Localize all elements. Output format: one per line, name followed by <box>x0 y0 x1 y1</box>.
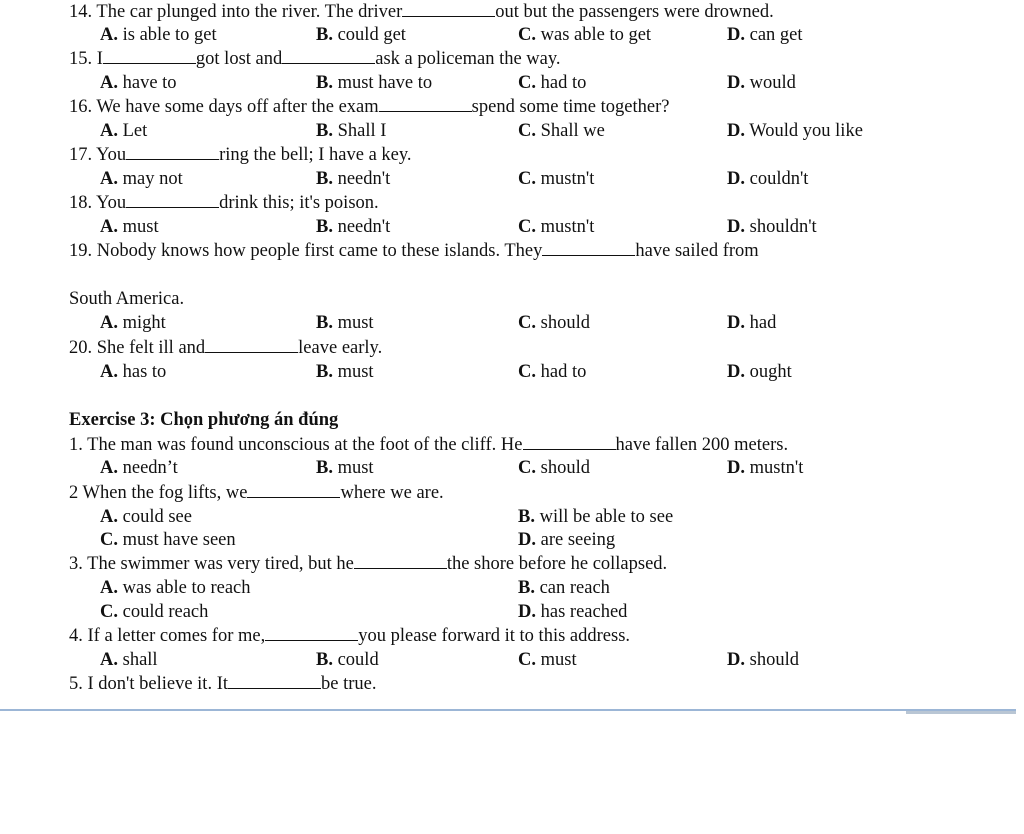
blank <box>354 553 447 569</box>
q18-option-b <box>316 215 390 239</box>
text: shall <box>122 650 158 670</box>
text: Let <box>122 121 148 141</box>
blank <box>402 1 495 17</box>
letter: D. <box>727 73 745 93</box>
letter: D. <box>727 458 745 478</box>
text: mustn't <box>540 217 595 237</box>
text: couldn't <box>749 169 809 189</box>
text: will be able to see <box>539 507 674 527</box>
q20-option-b <box>316 360 374 384</box>
blank <box>126 144 219 160</box>
question-17 <box>69 143 412 167</box>
e1-option-a <box>100 456 178 480</box>
q17-tail: ring the bell; I have a key. <box>219 145 412 165</box>
question-16 <box>69 95 669 119</box>
text: must have seen <box>122 530 236 550</box>
letter: A. <box>100 25 118 45</box>
letter: D. <box>727 362 745 382</box>
q15-mid: got lost and <box>195 49 283 69</box>
letter: B. <box>316 313 333 333</box>
ex3-question-5 <box>69 672 377 696</box>
q16-tail: spend some time together? <box>471 97 670 117</box>
text: could reach <box>122 602 209 622</box>
q19-tail: have sailed from <box>635 241 759 261</box>
q17-option-c <box>518 167 594 191</box>
text: should <box>540 458 590 478</box>
ex3-question-4 <box>69 624 630 648</box>
q14-tail: out but the passengers were drowned. <box>495 2 774 22</box>
q20-tail: leave early. <box>298 338 383 358</box>
letter: B. <box>316 650 333 670</box>
e4-option-d <box>727 648 799 672</box>
q19-option-c <box>518 311 590 335</box>
q14-stem: 14. The car plunged into the river. The driver <box>69 2 403 22</box>
letter: C. <box>518 73 536 93</box>
e4-option-a <box>100 648 158 672</box>
text: must <box>122 217 159 237</box>
letter: C. <box>518 217 536 237</box>
e4-tail: you please forward it to this address. <box>358 626 631 646</box>
letter: C. <box>518 362 536 382</box>
text: must <box>540 650 577 670</box>
text: has reached <box>540 602 628 622</box>
question-19 <box>69 239 759 263</box>
q15-option-a <box>100 71 177 95</box>
e1-tail: have fallen 200 meters. <box>615 435 789 455</box>
question-20 <box>69 336 382 360</box>
text: may not <box>122 169 183 189</box>
letter: B. <box>316 217 333 237</box>
letter: A. <box>100 362 118 382</box>
text: Would you like <box>749 121 863 141</box>
text: could get <box>337 25 406 45</box>
q18-option-c <box>518 215 594 239</box>
q17-option-a <box>100 167 183 191</box>
q20-option-c <box>518 360 586 384</box>
q14-option-d <box>727 23 803 47</box>
text: Shall we <box>540 121 605 141</box>
text: must <box>337 313 374 333</box>
letter: A. <box>100 650 118 670</box>
q16-option-b <box>316 119 386 143</box>
letter: C. <box>100 530 118 550</box>
letter: C. <box>518 313 536 333</box>
text: had to <box>540 362 587 382</box>
letter: A. <box>100 121 118 141</box>
text: is able to get <box>122 25 217 45</box>
q18-stem: 18. You <box>69 193 127 213</box>
letter: A. <box>100 578 118 598</box>
q16-option-c <box>518 119 605 143</box>
e1-option-d <box>727 456 803 480</box>
q18-tail: drink this; it's poison. <box>219 193 379 213</box>
q16-option-d <box>727 119 863 143</box>
q19-option-a <box>100 311 166 335</box>
text: could see <box>122 507 192 527</box>
text: Shall I <box>337 121 387 141</box>
q20-option-d <box>727 360 792 384</box>
letter: D. <box>727 169 745 189</box>
e3-stem: 3. The swimmer was very tired, but he <box>69 554 354 574</box>
q19-continuation: South America. <box>69 289 185 309</box>
text: needn't <box>337 217 391 237</box>
letter: C. <box>518 458 536 478</box>
letter: D. <box>727 121 745 141</box>
letter: D. <box>518 602 536 622</box>
q16-option-a <box>100 119 147 143</box>
letter: C. <box>518 121 536 141</box>
blank <box>247 482 340 498</box>
letter: B. <box>316 25 333 45</box>
exercise-3-heading: Exercise 3: Chọn phương án đúng <box>69 410 339 430</box>
text: must have to <box>337 73 433 93</box>
e2-option-a <box>100 505 192 529</box>
letter: A. <box>100 217 118 237</box>
blank <box>542 240 635 256</box>
letter: B. <box>316 73 333 93</box>
letter: A. <box>100 169 118 189</box>
e5-tail: be true. <box>321 674 377 694</box>
blank <box>103 48 196 64</box>
blank <box>379 96 472 112</box>
scrollbar-remnant <box>906 711 1016 714</box>
blank <box>126 192 219 208</box>
q19-stem: 19. Nobody knows how people first came to these islands. They <box>69 241 543 261</box>
text: can reach <box>539 578 610 598</box>
letter: C. <box>518 169 536 189</box>
text: must <box>337 362 374 382</box>
e1-option-c <box>518 456 590 480</box>
e2-option-b <box>518 505 673 529</box>
e1-stem: 1. The man was found unconscious at the foot of the cliff. He <box>69 435 523 455</box>
q20-stem: 20. She felt ill and <box>69 338 206 358</box>
letter: B. <box>316 121 333 141</box>
q14-option-a <box>100 23 217 47</box>
text: mustn't <box>749 458 804 478</box>
text: was able to reach <box>122 578 251 598</box>
text: needn't <box>337 169 391 189</box>
text: might <box>122 313 166 333</box>
q15-option-c <box>518 71 586 95</box>
text: can get <box>749 25 803 45</box>
text: should <box>540 313 590 333</box>
q19-option-d <box>727 311 776 335</box>
e5-stem: 5. I don't believe it. It <box>69 674 229 694</box>
letter: C. <box>100 602 118 622</box>
letter: D. <box>518 530 536 550</box>
letter: C. <box>518 25 536 45</box>
blank <box>265 625 358 641</box>
question-15 <box>69 47 561 71</box>
e3-tail: the shore before he collapsed. <box>446 554 668 574</box>
e3-option-b <box>518 576 610 600</box>
letter: B. <box>316 169 333 189</box>
e3-option-c <box>100 600 208 624</box>
q15-stem: 15. I <box>69 49 103 69</box>
ex3-question-3 <box>69 552 667 576</box>
blank <box>523 434 616 450</box>
e4-option-b <box>316 648 379 672</box>
q20-option-a <box>100 360 166 384</box>
q18-option-d <box>727 215 817 239</box>
text: shouldn't <box>749 217 817 237</box>
blank <box>228 673 321 689</box>
letter: D. <box>727 217 745 237</box>
blank <box>205 337 298 353</box>
text: had to <box>540 73 587 93</box>
question-19-continued <box>69 287 184 311</box>
q15-option-d <box>727 71 796 95</box>
text: ought <box>749 362 792 382</box>
text: mustn't <box>540 169 595 189</box>
blank <box>282 48 375 64</box>
e3-option-a <box>100 576 251 600</box>
text: was able to get <box>540 25 652 45</box>
e1-option-b <box>316 456 374 480</box>
letter: B. <box>518 507 535 527</box>
q17-option-b <box>316 167 390 191</box>
q17-option-d <box>727 167 808 191</box>
letter: A. <box>100 313 118 333</box>
letter: A. <box>100 73 118 93</box>
e4-option-c <box>518 648 577 672</box>
q14-option-b <box>316 23 406 47</box>
text: could <box>337 650 379 670</box>
q15-tail: ask a policeman the way. <box>375 49 561 69</box>
e3-option-d <box>518 600 627 624</box>
text: should <box>749 650 799 670</box>
page-break-line <box>0 709 1016 711</box>
text: are seeing <box>540 530 616 550</box>
text: has to <box>122 362 167 382</box>
text: would <box>749 73 796 93</box>
ex3-question-1 <box>69 433 788 457</box>
letter: C. <box>518 650 536 670</box>
letter: D. <box>727 650 745 670</box>
letter: A. <box>100 458 118 478</box>
q19-option-b <box>316 311 374 335</box>
letter: D. <box>727 25 745 45</box>
e2-option-c <box>100 528 236 552</box>
letter: B. <box>316 458 333 478</box>
question-14 <box>69 0 774 24</box>
q17-stem: 17. You <box>69 145 127 165</box>
letter: A. <box>100 507 118 527</box>
letter: B. <box>518 578 535 598</box>
e2-tail: where we are. <box>340 483 444 503</box>
e2-option-d <box>518 528 615 552</box>
ex3-question-2 <box>69 481 444 505</box>
letter: B. <box>316 362 333 382</box>
text: must <box>337 458 374 478</box>
text: needn’t <box>122 458 178 478</box>
q15-option-b <box>316 71 432 95</box>
text: had <box>749 313 777 333</box>
e2-stem: 2 When the fog lifts, we <box>69 483 248 503</box>
text: have to <box>122 73 177 93</box>
q14-option-c <box>518 23 651 47</box>
e4-stem: 4. If a letter comes for me, <box>69 626 266 646</box>
question-18 <box>69 191 379 215</box>
q16-stem: 16. We have some days off after the exam <box>69 97 379 117</box>
letter: D. <box>727 313 745 333</box>
q18-option-a <box>100 215 159 239</box>
